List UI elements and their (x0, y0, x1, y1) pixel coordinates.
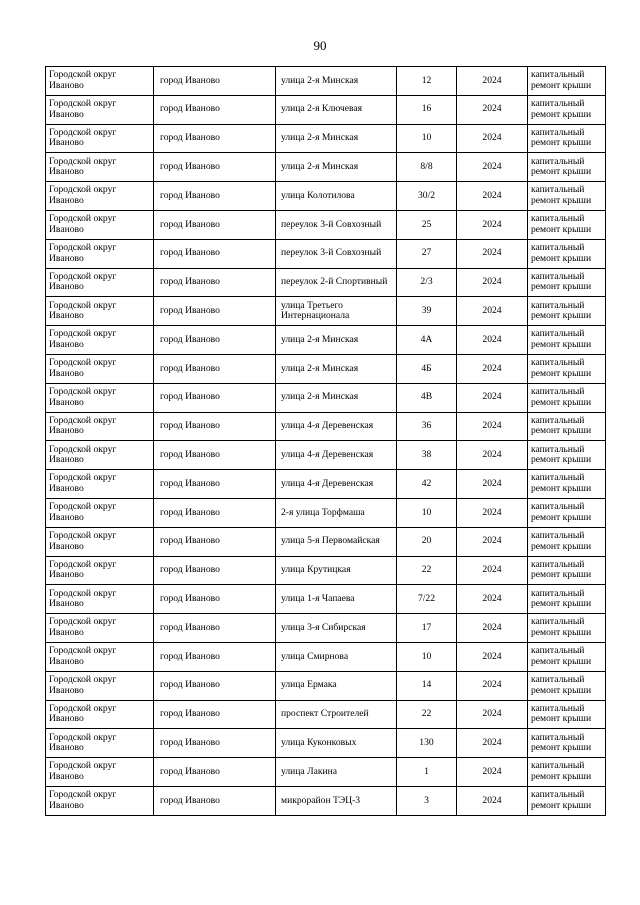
table-row (46, 729, 606, 758)
district-cell: Городской округ Иваново (46, 239, 154, 268)
table-body (46, 67, 606, 816)
district-cell: Городской округ Иваново (46, 182, 154, 211)
table-row (46, 95, 606, 124)
street-cell: улица 2-я Минская (276, 326, 397, 355)
year-cell: 2024 (457, 498, 528, 527)
house-number-cell: 27 (397, 239, 457, 268)
work-type-cell: капитальный ремонт крыши (528, 124, 606, 153)
house-number-cell: 1 (397, 758, 457, 787)
year-cell: 2024 (457, 527, 528, 556)
street-cell: переулок 2-й Спортивный (276, 268, 397, 297)
repair-schedule-table (45, 66, 606, 816)
street-cell: улица Смирнова (276, 642, 397, 671)
table-row (46, 268, 606, 297)
work-type-cell: капитальный ремонт крыши (528, 527, 606, 556)
city-cell: город Иваново (154, 153, 276, 182)
street-cell: улица 2-я Минская (276, 354, 397, 383)
work-type-cell: капитальный ремонт крыши (528, 153, 606, 182)
table-row (46, 124, 606, 153)
table-row (46, 527, 606, 556)
work-type-cell: капитальный ремонт крыши (528, 441, 606, 470)
district-cell: Городской округ Иваново (46, 67, 154, 96)
district-cell: Городской округ Иваново (46, 786, 154, 815)
house-number-cell: 130 (397, 729, 457, 758)
house-number-cell: 14 (397, 671, 457, 700)
work-type-cell: капитальный ремонт крыши (528, 67, 606, 96)
year-cell: 2024 (457, 268, 528, 297)
street-cell: переулок 3-й Совхозный (276, 239, 397, 268)
year-cell: 2024 (457, 383, 528, 412)
city-cell: город Иваново (154, 268, 276, 297)
table-row (46, 210, 606, 239)
street-cell: улица 2-я Минская (276, 67, 397, 96)
street-cell: улица Третьего Интернационала (276, 297, 397, 326)
year-cell: 2024 (457, 95, 528, 124)
city-cell: город Иваново (154, 585, 276, 614)
house-number-cell: 4Б (397, 354, 457, 383)
house-number-cell: 7/22 (397, 585, 457, 614)
district-cell: Городской округ Иваново (46, 354, 154, 383)
city-cell: город Иваново (154, 527, 276, 556)
house-number-cell: 16 (397, 95, 457, 124)
street-cell: улица Крутицкая (276, 556, 397, 585)
year-cell: 2024 (457, 67, 528, 96)
house-number-cell: 42 (397, 470, 457, 499)
district-cell: Городской округ Иваново (46, 297, 154, 326)
city-cell: город Иваново (154, 354, 276, 383)
city-cell: город Иваново (154, 729, 276, 758)
house-number-cell: 4В (397, 383, 457, 412)
year-cell: 2024 (457, 729, 528, 758)
year-cell: 2024 (457, 210, 528, 239)
street-cell: проспект Строителей (276, 700, 397, 729)
table-row (46, 383, 606, 412)
house-number-cell: 17 (397, 614, 457, 643)
year-cell: 2024 (457, 297, 528, 326)
work-type-cell: капитальный ремонт крыши (528, 614, 606, 643)
house-number-cell: 10 (397, 642, 457, 671)
table-row (46, 671, 606, 700)
year-cell: 2024 (457, 786, 528, 815)
house-number-cell: 8/8 (397, 153, 457, 182)
year-cell: 2024 (457, 124, 528, 153)
table-row (46, 67, 606, 96)
year-cell: 2024 (457, 182, 528, 211)
city-cell: город Иваново (154, 210, 276, 239)
table-row (46, 498, 606, 527)
work-type-cell: капитальный ремонт крыши (528, 210, 606, 239)
city-cell: город Иваново (154, 412, 276, 441)
year-cell: 2024 (457, 585, 528, 614)
year-cell: 2024 (457, 671, 528, 700)
table-row (46, 556, 606, 585)
district-cell: Городской округ Иваново (46, 614, 154, 643)
table-row (46, 642, 606, 671)
work-type-cell: капитальный ремонт крыши (528, 729, 606, 758)
work-type-cell: капитальный ремонт крыши (528, 556, 606, 585)
table-row (46, 700, 606, 729)
house-number-cell: 36 (397, 412, 457, 441)
work-type-cell: капитальный ремонт крыши (528, 182, 606, 211)
work-type-cell: капитальный ремонт крыши (528, 470, 606, 499)
street-cell: улица 4-я Деревенская (276, 412, 397, 441)
city-cell: город Иваново (154, 470, 276, 499)
work-type-cell: капитальный ремонт крыши (528, 671, 606, 700)
street-cell: переулок 3-й Совхозный (276, 210, 397, 239)
street-cell: улица 2-я Минская (276, 124, 397, 153)
year-cell: 2024 (457, 614, 528, 643)
house-number-cell: 38 (397, 441, 457, 470)
street-cell: улица Куконковых (276, 729, 397, 758)
district-cell: Городской округ Иваново (46, 671, 154, 700)
year-cell: 2024 (457, 700, 528, 729)
year-cell: 2024 (457, 326, 528, 355)
district-cell: Городской округ Иваново (46, 383, 154, 412)
city-cell: город Иваново (154, 124, 276, 153)
work-type-cell: капитальный ремонт крыши (528, 354, 606, 383)
work-type-cell: капитальный ремонт крыши (528, 642, 606, 671)
table-row (46, 354, 606, 383)
street-cell: 2-я улица Торфмаша (276, 498, 397, 527)
street-cell: улица 2-я Минская (276, 153, 397, 182)
work-type-cell: капитальный ремонт крыши (528, 95, 606, 124)
year-cell: 2024 (457, 354, 528, 383)
city-cell: город Иваново (154, 67, 276, 96)
table-row (46, 614, 606, 643)
street-cell: улица Лакина (276, 758, 397, 787)
house-number-cell: 22 (397, 700, 457, 729)
street-cell: улица Ермака (276, 671, 397, 700)
table-row (46, 758, 606, 787)
house-number-cell: 3 (397, 786, 457, 815)
district-cell: Городской округ Иваново (46, 556, 154, 585)
table-row (46, 412, 606, 441)
district-cell: Городской округ Иваново (46, 700, 154, 729)
street-cell: улица Колотилова (276, 182, 397, 211)
district-cell: Городской округ Иваново (46, 153, 154, 182)
city-cell: город Иваново (154, 758, 276, 787)
district-cell: Городской округ Иваново (46, 758, 154, 787)
house-number-cell: 2/3 (397, 268, 457, 297)
house-number-cell: 4А (397, 326, 457, 355)
street-cell: улица 5-я Первомайская (276, 527, 397, 556)
house-number-cell: 12 (397, 67, 457, 96)
year-cell: 2024 (457, 239, 528, 268)
work-type-cell: капитальный ремонт крыши (528, 585, 606, 614)
city-cell: город Иваново (154, 556, 276, 585)
street-cell: микрорайон ТЭЦ-3 (276, 786, 397, 815)
table-row (46, 153, 606, 182)
district-cell: Городской округ Иваново (46, 498, 154, 527)
work-type-cell: капитальный ремонт крыши (528, 297, 606, 326)
house-number-cell: 20 (397, 527, 457, 556)
city-cell: город Иваново (154, 297, 276, 326)
work-type-cell: капитальный ремонт крыши (528, 700, 606, 729)
district-cell: Городской округ Иваново (46, 642, 154, 671)
year-cell: 2024 (457, 758, 528, 787)
district-cell: Городской округ Иваново (46, 95, 154, 124)
district-cell: Городской округ Иваново (46, 527, 154, 556)
district-cell: Городской округ Иваново (46, 470, 154, 499)
table-row (46, 786, 606, 815)
work-type-cell: капитальный ремонт крыши (528, 383, 606, 412)
year-cell: 2024 (457, 412, 528, 441)
year-cell: 2024 (457, 441, 528, 470)
work-type-cell: капитальный ремонт крыши (528, 268, 606, 297)
table-row (46, 470, 606, 499)
city-cell: город Иваново (154, 498, 276, 527)
city-cell: город Иваново (154, 441, 276, 470)
city-cell: город Иваново (154, 671, 276, 700)
city-cell: город Иваново (154, 326, 276, 355)
house-number-cell: 10 (397, 124, 457, 153)
street-cell: улица 2-я Минская (276, 383, 397, 412)
city-cell: город Иваново (154, 642, 276, 671)
work-type-cell: капитальный ремонт крыши (528, 239, 606, 268)
city-cell: город Иваново (154, 239, 276, 268)
year-cell: 2024 (457, 470, 528, 499)
work-type-cell: капитальный ремонт крыши (528, 498, 606, 527)
city-cell: город Иваново (154, 614, 276, 643)
house-number-cell: 10 (397, 498, 457, 527)
house-number-cell: 22 (397, 556, 457, 585)
house-number-cell: 39 (397, 297, 457, 326)
house-number-cell: 25 (397, 210, 457, 239)
city-cell: город Иваново (154, 182, 276, 211)
work-type-cell: капитальный ремонт крыши (528, 786, 606, 815)
city-cell: город Иваново (154, 786, 276, 815)
table-row (46, 585, 606, 614)
district-cell: Городской округ Иваново (46, 124, 154, 153)
table-row (46, 326, 606, 355)
district-cell: Городской округ Иваново (46, 585, 154, 614)
table-row (46, 441, 606, 470)
district-cell: Городской округ Иваново (46, 268, 154, 297)
work-type-cell: капитальный ремонт крыши (528, 412, 606, 441)
street-cell: улица 4-я Деревенская (276, 441, 397, 470)
district-cell: Городской округ Иваново (46, 729, 154, 758)
city-cell: город Иваново (154, 95, 276, 124)
year-cell: 2024 (457, 153, 528, 182)
street-cell: улица 2-я Ключевая (276, 95, 397, 124)
page-number: 90 (313, 38, 327, 53)
city-cell: город Иваново (154, 700, 276, 729)
work-type-cell: капитальный ремонт крыши (528, 326, 606, 355)
table-row (46, 297, 606, 326)
work-type-cell: капитальный ремонт крыши (528, 758, 606, 787)
table-row (46, 239, 606, 268)
house-number-cell: 30/2 (397, 182, 457, 211)
year-cell: 2024 (457, 556, 528, 585)
district-cell: Городской округ Иваново (46, 326, 154, 355)
table-row (46, 182, 606, 211)
district-cell: Городской округ Иваново (46, 412, 154, 441)
street-cell: улица 4-я Деревенская (276, 470, 397, 499)
district-cell: Городской округ Иваново (46, 441, 154, 470)
street-cell: улица 1-я Чапаева (276, 585, 397, 614)
street-cell: улица 3-я Сибирская (276, 614, 397, 643)
year-cell: 2024 (457, 642, 528, 671)
city-cell: город Иваново (154, 383, 276, 412)
district-cell: Городской округ Иваново (46, 210, 154, 239)
